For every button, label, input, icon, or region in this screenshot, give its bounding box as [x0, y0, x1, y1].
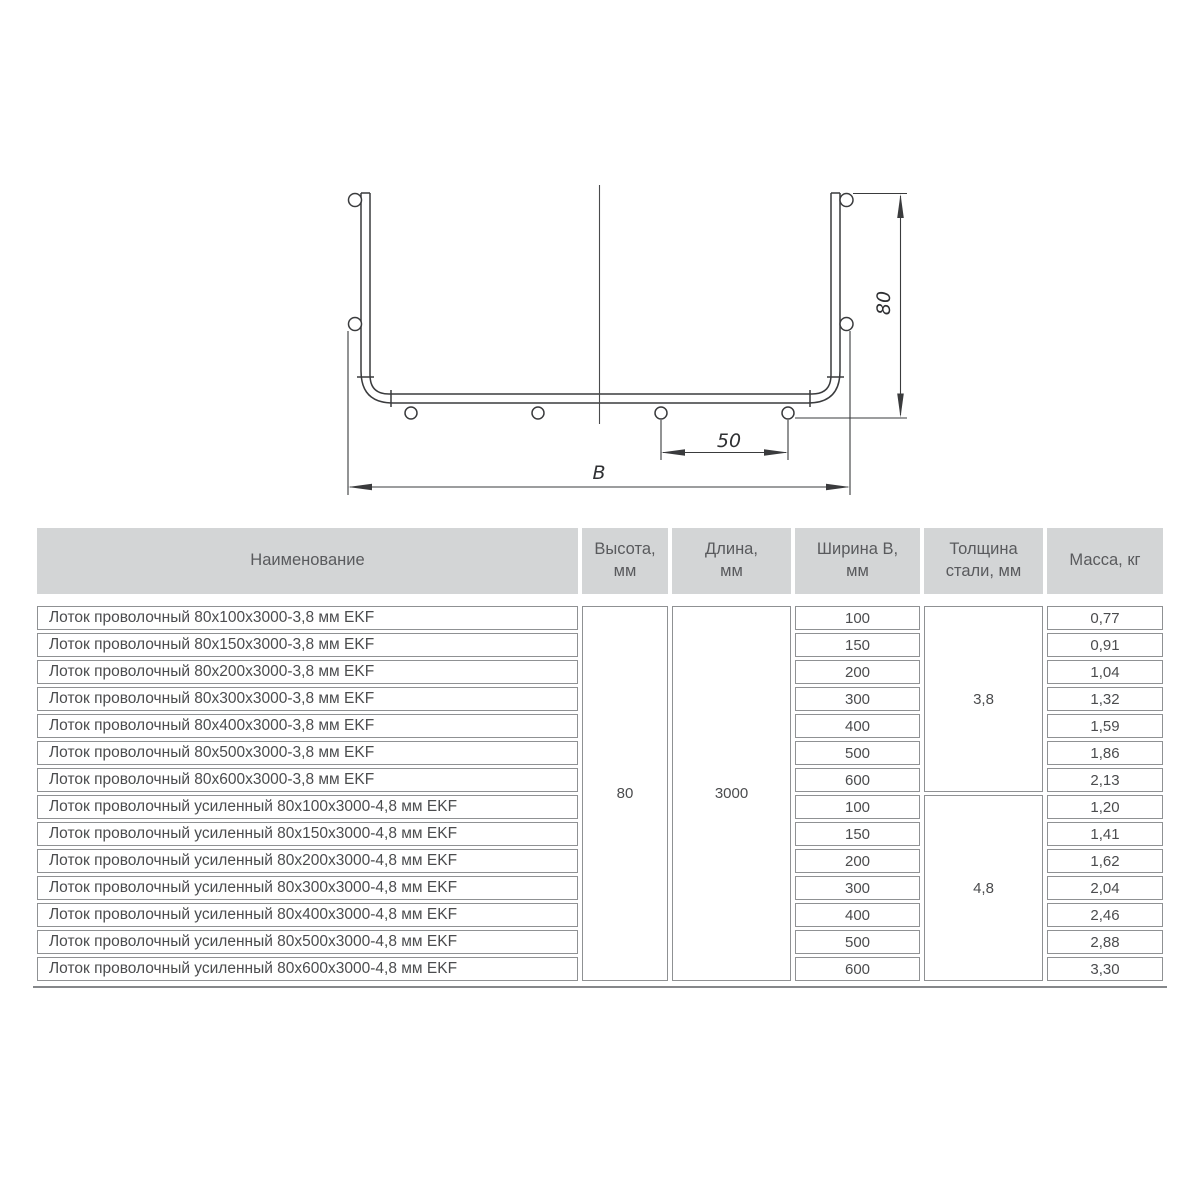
width-cell: 500: [795, 930, 920, 954]
mass-cell: 1,62: [1047, 849, 1163, 873]
product-name-cell: Лоток проволочный 80х100х3000-3,8 мм EKF: [37, 606, 578, 630]
product-name-cell: Лоток проволочный 80х400х3000-3,8 мм EKF: [37, 714, 578, 738]
dim-spacing-label: 50: [716, 430, 742, 452]
arrowhead-left: [348, 484, 372, 491]
mass-cell: 2,46: [1047, 903, 1163, 927]
product-name-cell: Лоток проволочный усиленный 80х400х3000-4,8 мм EKF: [37, 903, 578, 927]
width-cell: 100: [795, 795, 920, 819]
thickness-group-cell: 3,8: [924, 606, 1043, 792]
product-name-cell: Лоток проволочный 80х600х3000-3,8 мм EKF: [37, 768, 578, 792]
width-cell: 100: [795, 606, 920, 630]
wire-circle: [655, 407, 667, 419]
product-name-cell: Лоток проволочный усиленный 80х100х3000-4,8 мм EKF: [37, 795, 578, 819]
product-name-cell: Лоток проволочный усиленный 80х500х3000-4,8 мм EKF: [37, 930, 578, 954]
product-name-cell: Лоток проволочный усиленный 80х300х3000-4,8 мм EKF: [37, 876, 578, 900]
dim-height-label: 80: [873, 290, 895, 316]
arrowhead-right: [826, 484, 850, 491]
width-cell: 500: [795, 741, 920, 765]
product-name-cell: Лоток проволочный 80х150х3000-3,8 мм EKF: [37, 633, 578, 657]
tray-cross-section-drawing: [0, 0, 1200, 515]
spec-table: [33, 525, 1167, 984]
arrowhead-right: [764, 449, 788, 456]
product-name-cell: Лоток проволочный усиленный 80х150х3000-4,8 мм EKF: [37, 822, 578, 846]
wire-circle: [405, 407, 417, 419]
product-name-cell: Лоток проволочный 80х500х3000-3,8 мм EKF: [37, 741, 578, 765]
mass-cell: 1,41: [1047, 822, 1163, 846]
mass-cell: 2,88: [1047, 930, 1163, 954]
width-cell: 300: [795, 876, 920, 900]
header-row: [37, 528, 1163, 594]
product-name-cell: Лоток проволочный усиленный 80х600х3000-4,8 мм EKF: [37, 957, 578, 981]
width-cell: 400: [795, 714, 920, 738]
mass-cell: 3,30: [1047, 957, 1163, 981]
header-body-gap: [37, 597, 1163, 603]
wire-circle: [349, 194, 362, 207]
col-header-mass: Масса, кг: [1047, 528, 1163, 594]
mass-cell: 0,91: [1047, 633, 1163, 657]
mass-cell: 2,04: [1047, 876, 1163, 900]
arrowhead-up: [897, 194, 904, 218]
width-cell: 300: [795, 687, 920, 711]
mass-cell: 0,77: [1047, 606, 1163, 630]
wire-circle: [840, 318, 853, 331]
dimension-height-80: [795, 194, 907, 419]
tray-wire-outline: [357, 193, 844, 407]
col-header-height: Высота, мм: [582, 528, 668, 594]
height-merged-cell: 80: [582, 606, 668, 981]
product-name-cell: Лоток проволочный 80х300х3000-3,8 мм EKF: [37, 687, 578, 711]
mass-cell: 1,32: [1047, 687, 1163, 711]
width-cell: 600: [795, 957, 920, 981]
col-header-name: Наименование: [37, 528, 578, 594]
table-row: [37, 606, 1163, 630]
product-name-cell: Лоток проволочный 80х200х3000-3,8 мм EKF: [37, 660, 578, 684]
thickness-group-cell: 4,8: [924, 795, 1043, 981]
col-header-thickness: Толщина стали, мм: [924, 528, 1043, 594]
wire-circle: [782, 407, 794, 419]
wire-circle: [840, 194, 853, 207]
col-header-length: Длина, мм: [672, 528, 791, 594]
width-cell: 200: [795, 660, 920, 684]
width-cell: 150: [795, 633, 920, 657]
mass-cell: 1,04: [1047, 660, 1163, 684]
width-cell: 600: [795, 768, 920, 792]
mass-cell: 2,13: [1047, 768, 1163, 792]
length-merged-cell: 3000: [672, 606, 791, 981]
spec-table-grid: [33, 525, 1167, 984]
mass-cell: 1,59: [1047, 714, 1163, 738]
mass-cell: 1,20: [1047, 795, 1163, 819]
mass-cell: 1,86: [1047, 741, 1163, 765]
dimension-spacing-50: [661, 420, 788, 460]
arrowhead-left: [661, 449, 685, 456]
width-cell: 200: [795, 849, 920, 873]
arrowhead-down: [897, 394, 904, 418]
product-name-cell: Лоток проволочный усиленный 80х200х3000-4,8 мм EKF: [37, 849, 578, 873]
wire-circle: [349, 318, 362, 331]
table-bottom-rule: [33, 986, 1167, 988]
longitudinal-wire-circles: [349, 194, 854, 420]
width-cell: 150: [795, 822, 920, 846]
width-cell: 400: [795, 903, 920, 927]
dim-width-label: B: [592, 462, 606, 484]
wire-circle: [532, 407, 544, 419]
col-header-width: Ширина В, мм: [795, 528, 920, 594]
